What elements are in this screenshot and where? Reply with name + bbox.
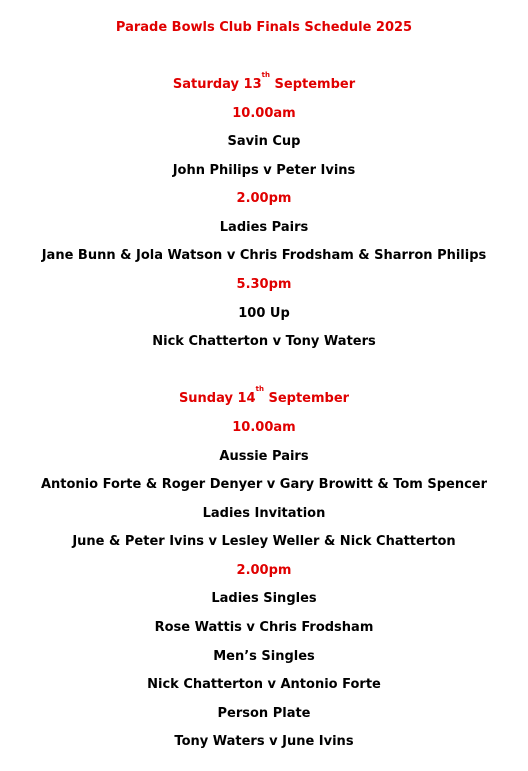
saturday-match-3: Nick Chatterton v Tony Waters bbox=[152, 334, 376, 349]
saturday-time-3: 5.30pm bbox=[236, 277, 292, 292]
sunday-event-1: Aussie Pairs bbox=[219, 449, 309, 464]
saturday-heading bbox=[0, 71, 528, 93]
saturday-event-3: 100 Up bbox=[238, 306, 290, 321]
sunday-event-4: Men’s Singles bbox=[213, 649, 315, 664]
sunday-time-1: 10.00am bbox=[232, 420, 296, 435]
saturday-event-1: Savin Cup bbox=[227, 134, 301, 149]
sunday-event-3: Ladies Singles bbox=[211, 591, 317, 606]
saturday-match-2: Jane Bunn & Jola Watson v Chris Frodsham & Sharron Philips bbox=[41, 248, 487, 263]
sunday-match-5: Tony Waters v June Ivins bbox=[174, 734, 354, 749]
saturday-time-1: 10.00am bbox=[232, 106, 296, 121]
sunday-match-2: June & Peter Ivins v Lesley Weller & Nick Chatterton bbox=[72, 534, 456, 549]
saturday-match-1: John Philips v Peter Ivins bbox=[172, 163, 356, 178]
saturday-day-prefix: Saturday 13 bbox=[172, 77, 262, 92]
saturday-time-2: 2.00pm bbox=[236, 191, 292, 206]
sunday-day-month: September bbox=[263, 391, 350, 406]
saturday-event-2: Ladies Pairs bbox=[219, 220, 309, 235]
sunday-time-2: 2.00pm bbox=[236, 563, 292, 578]
sunday-day-prefix: Sunday 14 bbox=[178, 391, 256, 406]
sunday-match-1: Antonio Forte & Roger Denyer v Gary Browitt & Tom Spencer bbox=[40, 477, 488, 492]
sunday-event-5: Person Plate bbox=[217, 706, 311, 721]
sunday-day-suffix-sup: th bbox=[255, 385, 264, 393]
saturday-day-suffix-sup: th bbox=[261, 71, 270, 79]
sunday-match-3: Rose Wattis v Chris Frodsham bbox=[154, 620, 374, 635]
document-title: Parade Bowls Club Finals Schedule 2025 bbox=[115, 20, 413, 35]
sunday-event-2: Ladies Invitation bbox=[202, 506, 326, 521]
sunday-match-4: Nick Chatterton v Antonio Forte bbox=[147, 677, 381, 692]
saturday-day-month: September bbox=[270, 77, 356, 92]
sunday-heading bbox=[0, 385, 528, 407]
